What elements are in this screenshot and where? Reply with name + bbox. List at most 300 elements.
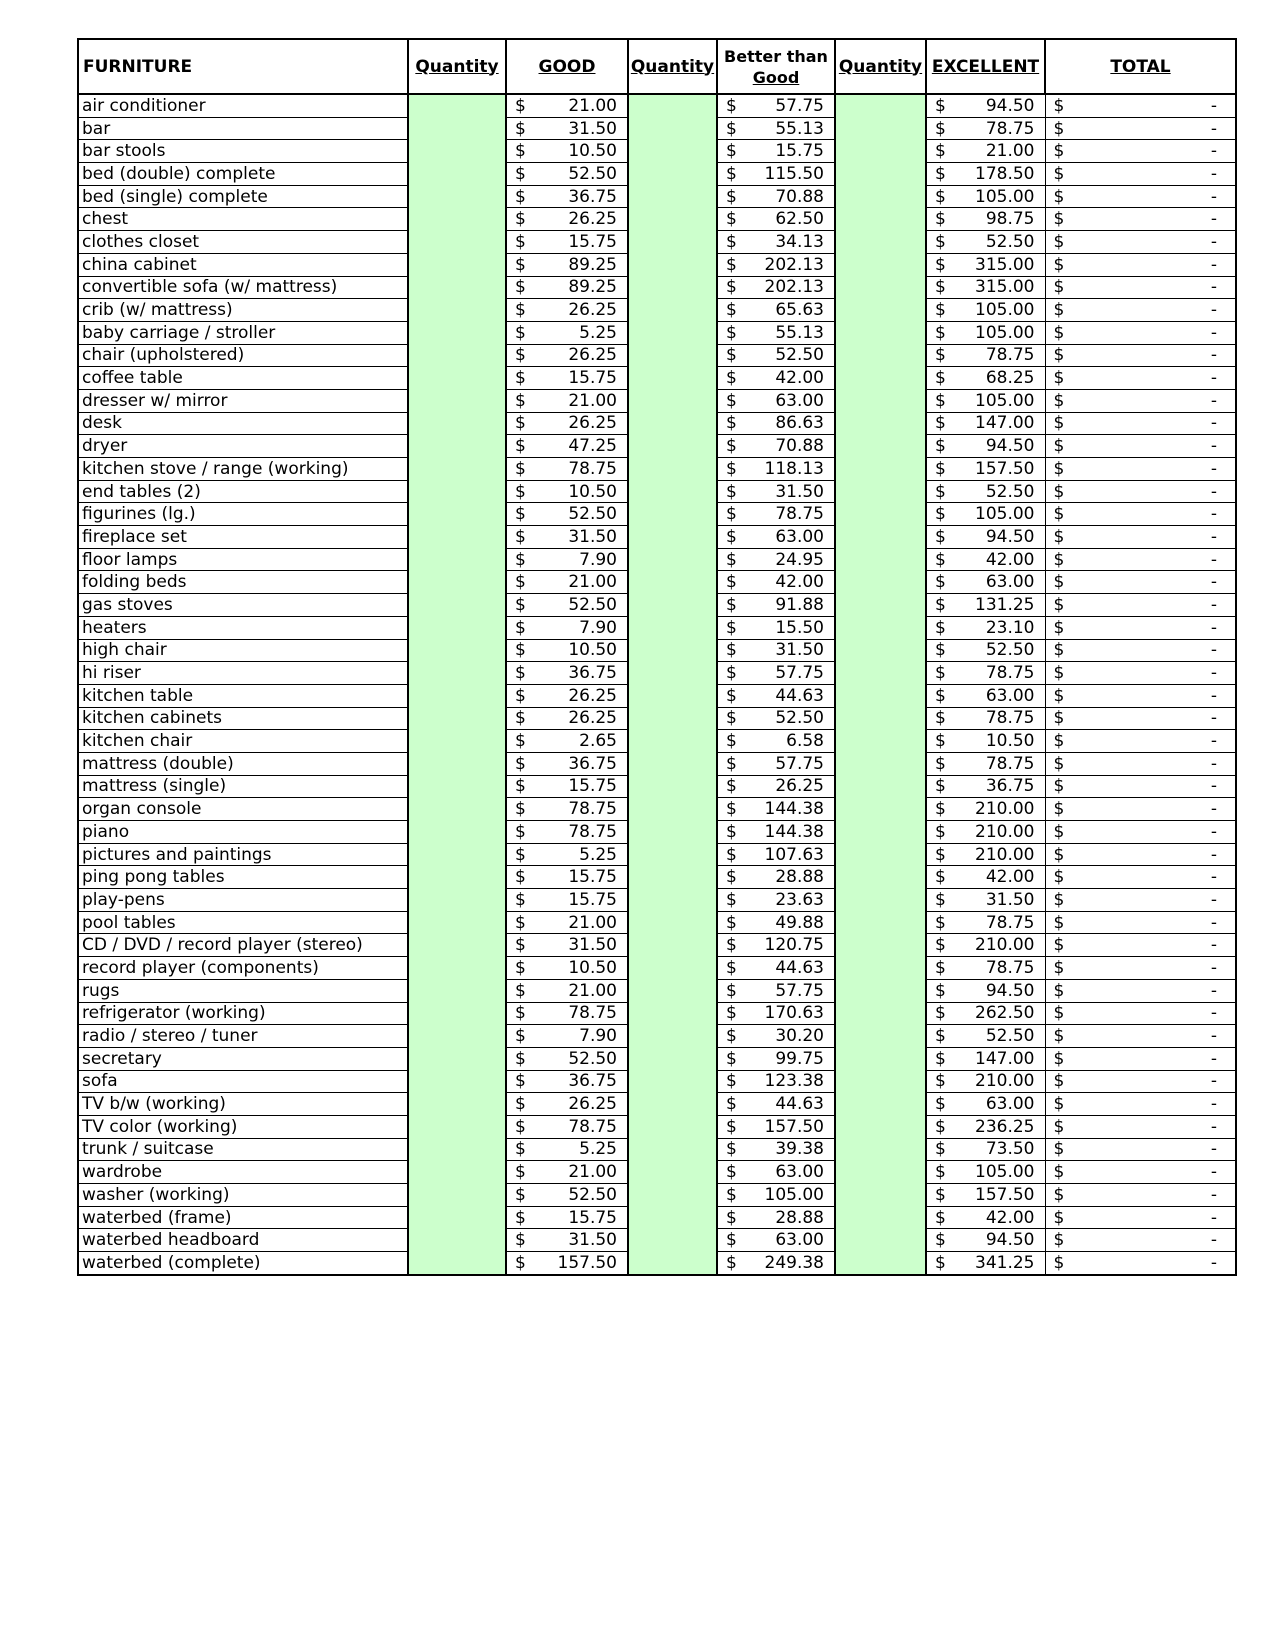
better-price bbox=[717, 480, 835, 503]
good-price-value: 26.25 bbox=[568, 345, 617, 366]
good-price bbox=[506, 1070, 628, 1093]
quantity-better-cell[interactable] bbox=[628, 843, 717, 866]
item-name: coffee table bbox=[78, 367, 408, 390]
quantity-excellent-cell[interactable] bbox=[835, 503, 926, 526]
currency-symbol: $ bbox=[1053, 504, 1065, 525]
currency-symbol: $ bbox=[1053, 1026, 1065, 1047]
excellent-price bbox=[926, 730, 1045, 753]
quantity-excellent-cell[interactable] bbox=[835, 1047, 926, 1070]
currency-symbol: $ bbox=[935, 1207, 946, 1228]
quantity-excellent-cell[interactable] bbox=[835, 730, 926, 753]
quantity-good-cell[interactable] bbox=[408, 889, 506, 912]
quantity-good-cell[interactable] bbox=[408, 1070, 506, 1093]
quantity-better-cell[interactable] bbox=[628, 889, 717, 912]
quantity-good-cell[interactable] bbox=[408, 707, 506, 730]
table-row bbox=[78, 344, 1236, 367]
currency-symbol: $ bbox=[935, 594, 946, 615]
quantity-better-cell[interactable] bbox=[628, 821, 717, 844]
table-row bbox=[78, 843, 1236, 866]
header-excellent: EXCELLENT bbox=[926, 39, 1045, 94]
excellent-price bbox=[926, 344, 1045, 367]
total-value: - bbox=[1210, 617, 1217, 638]
good-price bbox=[506, 299, 628, 322]
item-name: dresser w/ mirror bbox=[78, 389, 408, 412]
quantity-better-cell[interactable] bbox=[628, 798, 717, 821]
better-price bbox=[717, 94, 835, 117]
quantity-better-cell[interactable] bbox=[628, 957, 717, 980]
quantity-better-cell[interactable] bbox=[628, 480, 717, 503]
quantity-excellent-cell[interactable] bbox=[835, 616, 926, 639]
excellent-price-value: 210.00 bbox=[975, 935, 1035, 956]
quantity-good-cell[interactable] bbox=[408, 140, 506, 163]
quantity-excellent-cell[interactable] bbox=[835, 1025, 926, 1048]
quantity-excellent-cell[interactable] bbox=[835, 911, 926, 934]
quantity-excellent-cell[interactable] bbox=[835, 231, 926, 254]
quantity-better-cell[interactable] bbox=[628, 979, 717, 1002]
header-quantity-good: Quantity bbox=[408, 39, 506, 94]
quantity-better-cell[interactable] bbox=[628, 571, 717, 594]
quantity-better-cell[interactable] bbox=[628, 253, 717, 276]
quantity-excellent-cell[interactable] bbox=[835, 1002, 926, 1025]
good-price-value: 26.25 bbox=[568, 300, 617, 321]
quantity-excellent-cell[interactable] bbox=[835, 389, 926, 412]
currency-symbol: $ bbox=[935, 685, 946, 706]
quantity-better-cell[interactable] bbox=[628, 866, 717, 889]
total-cell bbox=[1045, 752, 1236, 775]
excellent-price-value: 178.50 bbox=[975, 163, 1035, 184]
quantity-good-cell[interactable] bbox=[408, 594, 506, 617]
currency-symbol: $ bbox=[935, 935, 946, 956]
good-price bbox=[506, 616, 628, 639]
good-price bbox=[506, 866, 628, 889]
total-value: - bbox=[1210, 844, 1217, 865]
quantity-good-cell[interactable] bbox=[408, 639, 506, 662]
table-row bbox=[78, 1093, 1236, 1116]
good-price-value: 21.00 bbox=[568, 390, 617, 411]
good-price-value: 78.75 bbox=[568, 821, 617, 842]
quantity-excellent-cell[interactable] bbox=[835, 594, 926, 617]
quantity-better-cell[interactable] bbox=[628, 163, 717, 186]
total-cell bbox=[1045, 1025, 1236, 1048]
quantity-good-cell[interactable] bbox=[408, 730, 506, 753]
total-cell bbox=[1045, 367, 1236, 390]
quantity-better-cell[interactable] bbox=[628, 1184, 717, 1207]
quantity-good-cell[interactable] bbox=[408, 231, 506, 254]
quantity-better-cell[interactable] bbox=[628, 684, 717, 707]
quantity-better-cell[interactable] bbox=[628, 435, 717, 458]
currency-symbol: $ bbox=[726, 526, 737, 547]
quantity-good-cell[interactable] bbox=[408, 367, 506, 390]
good-price bbox=[506, 1025, 628, 1048]
total-cell bbox=[1045, 957, 1236, 980]
currency-symbol: $ bbox=[935, 345, 946, 366]
better-price-value: 118.13 bbox=[764, 458, 824, 479]
quantity-excellent-cell[interactable] bbox=[835, 1252, 926, 1275]
item-name: organ console bbox=[78, 798, 408, 821]
better-price bbox=[717, 571, 835, 594]
quantity-better-cell[interactable] bbox=[628, 1138, 717, 1161]
quantity-excellent-cell[interactable] bbox=[835, 775, 926, 798]
total-cell bbox=[1045, 94, 1236, 117]
excellent-price-value: 78.75 bbox=[985, 912, 1035, 933]
quantity-excellent-cell[interactable] bbox=[835, 707, 926, 730]
table-row bbox=[78, 140, 1236, 163]
table-row bbox=[78, 1025, 1236, 1048]
currency-symbol: $ bbox=[515, 572, 526, 593]
better-price-value: 55.13 bbox=[775, 322, 824, 343]
quantity-better-cell[interactable] bbox=[628, 752, 717, 775]
quantity-good-cell[interactable] bbox=[408, 321, 506, 344]
better-price bbox=[717, 412, 835, 435]
quantity-excellent-cell[interactable] bbox=[835, 412, 926, 435]
excellent-price bbox=[926, 821, 1045, 844]
excellent-price-value: 94.50 bbox=[985, 95, 1035, 116]
quantity-better-cell[interactable] bbox=[628, 730, 717, 753]
quantity-good-cell[interactable] bbox=[408, 503, 506, 526]
quantity-better-cell[interactable] bbox=[628, 458, 717, 481]
quantity-better-cell[interactable] bbox=[628, 1252, 717, 1275]
quantity-excellent-cell[interactable] bbox=[835, 276, 926, 299]
better-price-value: 249.38 bbox=[764, 1252, 824, 1273]
currency-symbol: $ bbox=[726, 368, 737, 389]
total-value: - bbox=[1210, 935, 1217, 956]
currency-symbol: $ bbox=[935, 889, 946, 910]
item-name: washer (working) bbox=[78, 1184, 408, 1207]
quantity-excellent-cell[interactable] bbox=[835, 344, 926, 367]
total-value: - bbox=[1210, 368, 1217, 389]
good-price bbox=[506, 594, 628, 617]
quantity-excellent-cell[interactable] bbox=[835, 526, 926, 549]
better-price bbox=[717, 1070, 835, 1093]
quantity-good-cell[interactable] bbox=[408, 1206, 506, 1229]
quantity-good-cell[interactable] bbox=[408, 821, 506, 844]
currency-symbol: $ bbox=[726, 1139, 737, 1160]
good-price-value: 10.50 bbox=[568, 481, 617, 502]
total-cell bbox=[1045, 821, 1236, 844]
excellent-price-value: 42.00 bbox=[985, 867, 1035, 888]
currency-symbol: $ bbox=[515, 1184, 526, 1205]
quantity-good-cell[interactable] bbox=[408, 94, 506, 117]
quantity-good-cell[interactable] bbox=[408, 1229, 506, 1252]
quantity-excellent-cell[interactable] bbox=[835, 1093, 926, 1116]
quantity-excellent-cell[interactable] bbox=[835, 684, 926, 707]
quantity-good-cell[interactable] bbox=[408, 1252, 506, 1275]
quantity-excellent-cell[interactable] bbox=[835, 321, 926, 344]
item-name: bed (double) complete bbox=[78, 163, 408, 186]
quantity-excellent-cell[interactable] bbox=[835, 821, 926, 844]
quantity-good-cell[interactable] bbox=[408, 163, 506, 186]
good-price-value: 26.25 bbox=[568, 209, 617, 230]
total-cell bbox=[1045, 526, 1236, 549]
total-value: - bbox=[1210, 436, 1217, 457]
currency-symbol: $ bbox=[1053, 799, 1065, 820]
better-price-value: 30.20 bbox=[775, 1026, 824, 1047]
quantity-excellent-cell[interactable] bbox=[835, 367, 926, 390]
quantity-good-cell[interactable] bbox=[408, 1025, 506, 1048]
currency-symbol: $ bbox=[935, 1139, 946, 1160]
quantity-good-cell[interactable] bbox=[408, 299, 506, 322]
quantity-good-cell[interactable] bbox=[408, 480, 506, 503]
quantity-better-cell[interactable] bbox=[628, 1206, 717, 1229]
quantity-excellent-cell[interactable] bbox=[835, 1115, 926, 1138]
total-cell bbox=[1045, 1115, 1236, 1138]
quantity-better-cell[interactable] bbox=[628, 1070, 717, 1093]
quantity-excellent-cell[interactable] bbox=[835, 548, 926, 571]
quantity-excellent-cell[interactable] bbox=[835, 458, 926, 481]
quantity-excellent-cell[interactable] bbox=[835, 934, 926, 957]
quantity-better-cell[interactable] bbox=[628, 117, 717, 140]
good-price-value: 15.75 bbox=[568, 231, 617, 252]
total-cell bbox=[1045, 299, 1236, 322]
table-row bbox=[78, 117, 1236, 140]
quantity-better-cell[interactable] bbox=[628, 389, 717, 412]
quantity-good-cell[interactable] bbox=[408, 957, 506, 980]
better-price bbox=[717, 1206, 835, 1229]
quantity-excellent-cell[interactable] bbox=[835, 163, 926, 186]
quantity-excellent-cell[interactable] bbox=[835, 117, 926, 140]
quantity-better-cell[interactable] bbox=[628, 185, 717, 208]
better-price-value: 49.88 bbox=[775, 912, 824, 933]
quantity-good-cell[interactable] bbox=[408, 526, 506, 549]
quantity-better-cell[interactable] bbox=[628, 639, 717, 662]
currency-symbol: $ bbox=[515, 640, 526, 661]
quantity-good-cell[interactable] bbox=[408, 344, 506, 367]
item-name: crib (w/ mattress) bbox=[78, 299, 408, 322]
quantity-better-cell[interactable] bbox=[628, 662, 717, 685]
currency-symbol: $ bbox=[515, 481, 526, 502]
table-row bbox=[78, 957, 1236, 980]
currency-symbol: $ bbox=[515, 95, 526, 116]
quantity-good-cell[interactable] bbox=[408, 458, 506, 481]
currency-symbol: $ bbox=[935, 458, 946, 479]
currency-symbol: $ bbox=[935, 640, 946, 661]
currency-symbol: $ bbox=[935, 549, 946, 570]
currency-symbol: $ bbox=[1053, 231, 1065, 252]
quantity-better-cell[interactable] bbox=[628, 503, 717, 526]
header-quantity-better: Quantity bbox=[628, 39, 717, 94]
item-name: kitchen stove / range (working) bbox=[78, 458, 408, 481]
total-cell bbox=[1045, 503, 1236, 526]
quantity-better-cell[interactable] bbox=[628, 94, 717, 117]
quantity-good-cell[interactable] bbox=[408, 1138, 506, 1161]
quantity-good-cell[interactable] bbox=[408, 185, 506, 208]
currency-symbol: $ bbox=[935, 390, 946, 411]
good-price bbox=[506, 253, 628, 276]
quantity-excellent-cell[interactable] bbox=[835, 979, 926, 1002]
quantity-excellent-cell[interactable] bbox=[835, 639, 926, 662]
quantity-better-cell[interactable] bbox=[628, 548, 717, 571]
quantity-better-cell[interactable] bbox=[628, 231, 717, 254]
quantity-excellent-cell[interactable] bbox=[835, 1138, 926, 1161]
quantity-excellent-cell[interactable] bbox=[835, 889, 926, 912]
quantity-good-cell[interactable] bbox=[408, 979, 506, 1002]
quantity-excellent-cell[interactable] bbox=[835, 1161, 926, 1184]
total-value: - bbox=[1210, 209, 1217, 230]
quantity-good-cell[interactable] bbox=[408, 412, 506, 435]
better-price bbox=[717, 707, 835, 730]
quantity-better-cell[interactable] bbox=[628, 1161, 717, 1184]
quantity-better-cell[interactable] bbox=[628, 911, 717, 934]
quantity-better-cell[interactable] bbox=[628, 367, 717, 390]
total-cell bbox=[1045, 1002, 1236, 1025]
excellent-price-value: 236.25 bbox=[975, 1116, 1035, 1137]
quantity-better-cell[interactable] bbox=[628, 526, 717, 549]
currency-symbol: $ bbox=[515, 504, 526, 525]
quantity-excellent-cell[interactable] bbox=[835, 752, 926, 775]
table-row bbox=[78, 821, 1236, 844]
currency-symbol: $ bbox=[935, 368, 946, 389]
excellent-price-value: 98.75 bbox=[985, 209, 1035, 230]
quantity-excellent-cell[interactable] bbox=[835, 1070, 926, 1093]
total-cell bbox=[1045, 1070, 1236, 1093]
excellent-price bbox=[926, 548, 1045, 571]
quantity-excellent-cell[interactable] bbox=[835, 299, 926, 322]
quantity-good-cell[interactable] bbox=[408, 684, 506, 707]
quantity-better-cell[interactable] bbox=[628, 1115, 717, 1138]
quantity-better-cell[interactable] bbox=[628, 276, 717, 299]
quantity-excellent-cell[interactable] bbox=[835, 843, 926, 866]
total-value: - bbox=[1210, 1139, 1217, 1160]
currency-symbol: $ bbox=[1053, 640, 1065, 661]
quantity-excellent-cell[interactable] bbox=[835, 94, 926, 117]
quantity-good-cell[interactable] bbox=[408, 934, 506, 957]
quantity-good-cell[interactable] bbox=[408, 616, 506, 639]
excellent-price-value: 105.00 bbox=[975, 186, 1035, 207]
currency-symbol: $ bbox=[726, 322, 737, 343]
quantity-good-cell[interactable] bbox=[408, 775, 506, 798]
good-price-value: 26.25 bbox=[568, 1094, 617, 1115]
quantity-good-cell[interactable] bbox=[408, 389, 506, 412]
good-price-value: 89.25 bbox=[568, 277, 617, 298]
quantity-excellent-cell[interactable] bbox=[835, 571, 926, 594]
quantity-good-cell[interactable] bbox=[408, 208, 506, 231]
quantity-excellent-cell[interactable] bbox=[835, 253, 926, 276]
currency-symbol: $ bbox=[726, 118, 737, 139]
quantity-good-cell[interactable] bbox=[408, 117, 506, 140]
quantity-better-cell[interactable] bbox=[628, 775, 717, 798]
quantity-better-cell[interactable] bbox=[628, 321, 717, 344]
better-price bbox=[717, 911, 835, 934]
excellent-price-value: 78.75 bbox=[985, 345, 1035, 366]
quantity-better-cell[interactable] bbox=[628, 1229, 717, 1252]
excellent-price-value: 94.50 bbox=[985, 526, 1035, 547]
quantity-good-cell[interactable] bbox=[408, 1184, 506, 1207]
quantity-good-cell[interactable] bbox=[408, 1161, 506, 1184]
currency-symbol: $ bbox=[515, 1003, 526, 1024]
quantity-good-cell[interactable] bbox=[408, 548, 506, 571]
quantity-excellent-cell[interactable] bbox=[835, 208, 926, 231]
quantity-excellent-cell[interactable] bbox=[835, 866, 926, 889]
quantity-good-cell[interactable] bbox=[408, 253, 506, 276]
currency-symbol: $ bbox=[515, 254, 526, 275]
good-price bbox=[506, 458, 628, 481]
item-name: chest bbox=[78, 208, 408, 231]
quantity-better-cell[interactable] bbox=[628, 299, 717, 322]
better-price bbox=[717, 1115, 835, 1138]
quantity-excellent-cell[interactable] bbox=[835, 185, 926, 208]
good-price bbox=[506, 1184, 628, 1207]
quantity-good-cell[interactable] bbox=[408, 435, 506, 458]
quantity-better-cell[interactable] bbox=[628, 934, 717, 957]
quantity-good-cell[interactable] bbox=[408, 1093, 506, 1116]
quantity-good-cell[interactable] bbox=[408, 866, 506, 889]
excellent-price bbox=[926, 684, 1045, 707]
quantity-excellent-cell[interactable] bbox=[835, 140, 926, 163]
excellent-price-value: 23.10 bbox=[985, 617, 1035, 638]
quantity-better-cell[interactable] bbox=[628, 707, 717, 730]
quantity-good-cell[interactable] bbox=[408, 662, 506, 685]
item-name: figurines (lg.) bbox=[78, 503, 408, 526]
good-price-value: 36.75 bbox=[568, 753, 617, 774]
excellent-price-value: 42.00 bbox=[985, 1207, 1035, 1228]
quantity-better-cell[interactable] bbox=[628, 616, 717, 639]
quantity-good-cell[interactable] bbox=[408, 1002, 506, 1025]
quantity-excellent-cell[interactable] bbox=[835, 1229, 926, 1252]
quantity-excellent-cell[interactable] bbox=[835, 957, 926, 980]
excellent-price bbox=[926, 94, 1045, 117]
table-row bbox=[78, 1252, 1236, 1275]
quantity-good-cell[interactable] bbox=[408, 1115, 506, 1138]
quantity-good-cell[interactable] bbox=[408, 843, 506, 866]
quantity-better-cell[interactable] bbox=[628, 594, 717, 617]
quantity-better-cell[interactable] bbox=[628, 208, 717, 231]
quantity-good-cell[interactable] bbox=[408, 571, 506, 594]
good-price bbox=[506, 821, 628, 844]
excellent-price bbox=[926, 979, 1045, 1002]
quantity-better-cell[interactable] bbox=[628, 140, 717, 163]
quantity-good-cell[interactable] bbox=[408, 276, 506, 299]
good-price bbox=[506, 843, 628, 866]
quantity-better-cell[interactable] bbox=[628, 412, 717, 435]
quantity-good-cell[interactable] bbox=[408, 911, 506, 934]
currency-symbol: $ bbox=[515, 141, 526, 162]
quantity-excellent-cell[interactable] bbox=[835, 662, 926, 685]
better-price-value: 15.75 bbox=[775, 141, 824, 162]
quantity-good-cell[interactable] bbox=[408, 798, 506, 821]
quantity-good-cell[interactable] bbox=[408, 1047, 506, 1070]
item-name: ping pong tables bbox=[78, 866, 408, 889]
total-cell bbox=[1045, 775, 1236, 798]
excellent-price bbox=[926, 140, 1045, 163]
quantity-excellent-cell[interactable] bbox=[835, 798, 926, 821]
currency-symbol: $ bbox=[935, 1094, 946, 1115]
quantity-excellent-cell[interactable] bbox=[835, 1184, 926, 1207]
good-price-value: 31.50 bbox=[568, 1230, 617, 1251]
good-price-value: 15.75 bbox=[568, 867, 617, 888]
excellent-price bbox=[926, 231, 1045, 254]
quantity-excellent-cell[interactable] bbox=[835, 435, 926, 458]
currency-symbol: $ bbox=[515, 776, 526, 797]
good-price bbox=[506, 367, 628, 390]
quantity-better-cell[interactable] bbox=[628, 1025, 717, 1048]
quantity-better-cell[interactable] bbox=[628, 1002, 717, 1025]
total-cell bbox=[1045, 616, 1236, 639]
excellent-price bbox=[926, 185, 1045, 208]
item-name: china cabinet bbox=[78, 253, 408, 276]
quantity-better-cell[interactable] bbox=[628, 1093, 717, 1116]
quantity-excellent-cell[interactable] bbox=[835, 1206, 926, 1229]
currency-symbol: $ bbox=[726, 209, 737, 230]
table-row bbox=[78, 1115, 1236, 1138]
excellent-price bbox=[926, 616, 1045, 639]
quantity-better-cell[interactable] bbox=[628, 344, 717, 367]
good-price-value: 157.50 bbox=[557, 1252, 617, 1273]
quantity-excellent-cell[interactable] bbox=[835, 480, 926, 503]
currency-symbol: $ bbox=[1053, 368, 1065, 389]
quantity-better-cell[interactable] bbox=[628, 1047, 717, 1070]
excellent-price-value: 73.50 bbox=[985, 1139, 1035, 1160]
quantity-good-cell[interactable] bbox=[408, 752, 506, 775]
